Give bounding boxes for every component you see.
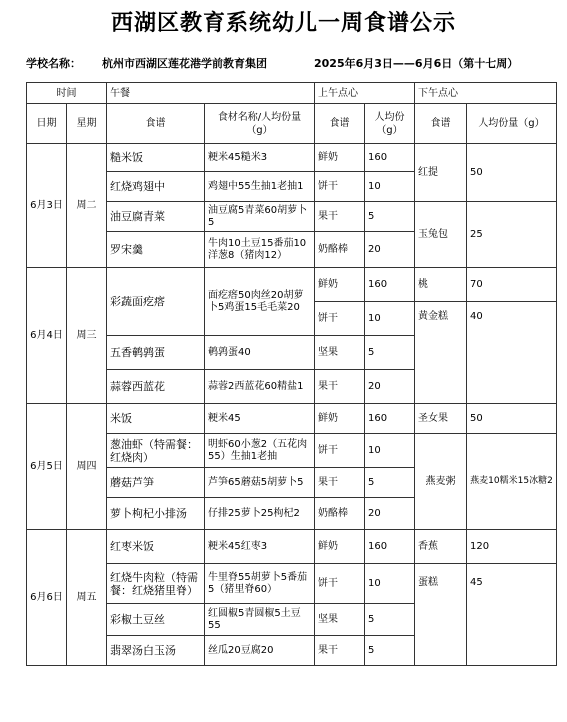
ingredient-cell: 鸡翅中55生抽1老抽1 <box>205 172 315 202</box>
dish-cell: 萝卜枸杞小排汤 <box>107 498 205 530</box>
am-qty-cell: 5 <box>365 636 415 666</box>
am-qty-cell: 10 <box>365 434 415 468</box>
ingredient-cell: 仔排25萝卜25枸杞2 <box>205 498 315 530</box>
am-snack-cell: 饼干 <box>315 172 365 202</box>
am-snack-cell: 鲜奶 <box>315 268 365 302</box>
pm-snack-cell: 桃 <box>415 268 467 302</box>
page-title: 西湖区教育系统幼儿一周食谱公示 <box>110 11 456 36</box>
meta-line <box>26 55 518 71</box>
weekday-cell: 周四 <box>67 404 107 530</box>
dish-cell: 五香鹌鹑蛋 <box>107 336 205 370</box>
school-name: 杭州市西湖区莲花港学前教育集团 <box>102 57 267 70</box>
dish-cell: 红枣米饭 <box>107 530 205 564</box>
date-cell: 6月3日 <box>27 144 67 268</box>
weekday-cell: 周五 <box>67 530 107 666</box>
ingredient-cell: 红圆椒5青圆椒5土豆55 <box>205 604 315 636</box>
pm-snack-cell: 圣女果 <box>415 404 467 434</box>
date-cell: 6月5日 <box>27 404 67 530</box>
header-date: 日期 <box>27 104 67 144</box>
header-weekday: 星期 <box>67 104 107 144</box>
am-snack-cell: 奶酪棒 <box>315 498 365 530</box>
dish-cell: 蘑菇芦笋 <box>107 468 205 498</box>
header-lunch: 午餐 <box>107 83 315 104</box>
table-row <box>27 144 557 172</box>
pm-snack-cell: 玉兔包 <box>415 202 467 268</box>
header-am-recipe: 食谱 <box>315 104 365 144</box>
am-qty-cell: 10 <box>365 564 415 604</box>
pm-qty-cell: 燕麦10糯米15冰糖2 <box>467 434 557 530</box>
am-qty-cell: 160 <box>365 268 415 302</box>
am-snack-cell: 果干 <box>315 636 365 666</box>
pm-snack-cell: 红提 <box>415 144 467 202</box>
school-label: 学校名称： <box>26 57 81 70</box>
am-qty-cell: 5 <box>365 202 415 232</box>
pm-qty-cell: 50 <box>467 404 557 434</box>
ingredient-cell: 蒜蓉2西蓝花60精盐1 <box>205 370 315 404</box>
header-time: 时间 <box>27 83 107 104</box>
pm-snack-cell: 燕麦粥 <box>415 434 467 530</box>
date-range: 2025年6月3日——6月6日（第十七周） <box>314 57 519 70</box>
am-qty-cell: 5 <box>365 336 415 370</box>
pm-qty-cell: 70 <box>467 268 557 302</box>
dish-cell: 彩椒土豆丝 <box>107 604 205 636</box>
header-ingredients: 食材名称/人均份量（g） <box>205 104 315 144</box>
pm-qty-cell: 45 <box>467 564 557 666</box>
ingredient-cell: 芦笋65蘑菇5胡萝卜5 <box>205 468 315 498</box>
weekday-cell: 周三 <box>67 268 107 404</box>
header-am-qty: 人均份（g） <box>365 104 415 144</box>
ingredient-cell: 牛肉10土豆15番茄10洋葱8（猪肉12） <box>205 232 315 268</box>
header-pm-recipe: 食谱 <box>415 104 467 144</box>
am-snack-cell: 果干 <box>315 468 365 498</box>
dish-cell: 油豆腐青菜 <box>107 202 205 232</box>
am-snack-cell: 奶酪棒 <box>315 232 365 268</box>
ingredient-cell: 鹌鹑蛋40 <box>205 336 315 370</box>
pm-snack-cell: 黄金糕 <box>415 302 467 404</box>
table-row <box>27 564 557 604</box>
dish-cell: 翡翠汤白玉汤 <box>107 636 205 666</box>
am-snack-cell: 饼干 <box>315 434 365 468</box>
ingredient-cell: 粳米45 <box>205 404 315 434</box>
date-cell: 6月4日 <box>27 268 67 404</box>
date-cell: 6月6日 <box>27 530 67 666</box>
table-row <box>27 404 557 434</box>
am-qty-cell: 5 <box>365 468 415 498</box>
am-snack-cell: 鲜奶 <box>315 530 365 564</box>
pm-snack-cell: 香蕉 <box>415 530 467 564</box>
am-snack-cell: 鲜奶 <box>315 144 365 172</box>
dish-cell: 蒜蓉西蓝花 <box>107 370 205 404</box>
header-am-snack: 上午点心 <box>315 83 415 104</box>
am-snack-cell: 坚果 <box>315 604 365 636</box>
am-snack-cell: 饼干 <box>315 564 365 604</box>
am-snack-cell: 果干 <box>315 202 365 232</box>
am-snack-cell: 鲜奶 <box>315 404 365 434</box>
table-row <box>27 268 557 302</box>
ingredient-cell: 明虾60小葱2（五花肉55）生抽1老抽 <box>205 434 315 468</box>
am-qty-cell: 20 <box>365 498 415 530</box>
pm-snack-cell: 蛋糕 <box>415 564 467 666</box>
am-qty-cell: 20 <box>365 232 415 268</box>
ingredient-cell: 丝瓜20豆腐20 <box>205 636 315 666</box>
am-qty-cell: 160 <box>365 404 415 434</box>
dish-cell: 红烧鸡翅中 <box>107 172 205 202</box>
pm-qty-cell: 50 <box>467 144 557 202</box>
ingredient-cell: 粳米45糙米3 <box>205 144 315 172</box>
weekday-cell: 周二 <box>67 144 107 268</box>
menu-table <box>26 82 557 666</box>
am-qty-cell: 10 <box>365 302 415 336</box>
am-snack-cell: 饼干 <box>315 302 365 336</box>
ingredient-cell: 粳米45红枣3 <box>205 530 315 564</box>
am-snack-cell: 果干 <box>315 370 365 404</box>
dish-cell: 彩蔬面疙瘩 <box>107 268 205 336</box>
ingredient-cell: 面疙瘩50肉丝20胡萝卜5鸡蛋15毛毛菜20 <box>205 268 315 336</box>
header-pm-snack: 下午点心 <box>415 83 557 104</box>
am-qty-cell: 20 <box>365 370 415 404</box>
dish-cell: 葱油虾（特需餐：红烧肉） <box>107 434 205 468</box>
header-pm-qty: 人均份量（g） <box>467 104 557 144</box>
pm-qty-cell: 120 <box>467 530 557 564</box>
am-qty-cell: 10 <box>365 172 415 202</box>
ingredient-cell: 油豆腐5青菜60胡萝卜5 <box>205 202 315 232</box>
pm-qty-cell: 25 <box>467 202 557 268</box>
am-qty-cell: 5 <box>365 604 415 636</box>
dish-cell: 罗宋羹 <box>107 232 205 268</box>
am-snack-cell: 坚果 <box>315 336 365 370</box>
am-qty-cell: 160 <box>365 144 415 172</box>
table-row <box>27 434 557 468</box>
table-row <box>27 202 557 232</box>
am-qty-cell: 160 <box>365 530 415 564</box>
pm-qty-cell: 40 <box>467 302 557 404</box>
dish-cell: 米饭 <box>107 404 205 434</box>
ingredient-cell: 牛里脊55胡萝卜5番茄5（猪里脊60） <box>205 564 315 604</box>
dish-cell: 红烧牛肉粒（特需餐：红烧猪里脊） <box>107 564 205 604</box>
header-recipe: 食谱 <box>107 104 205 144</box>
header-row-1 <box>27 83 557 104</box>
header-row-2 <box>27 104 557 144</box>
table-row <box>27 530 557 564</box>
dish-cell: 糙米饭 <box>107 144 205 172</box>
